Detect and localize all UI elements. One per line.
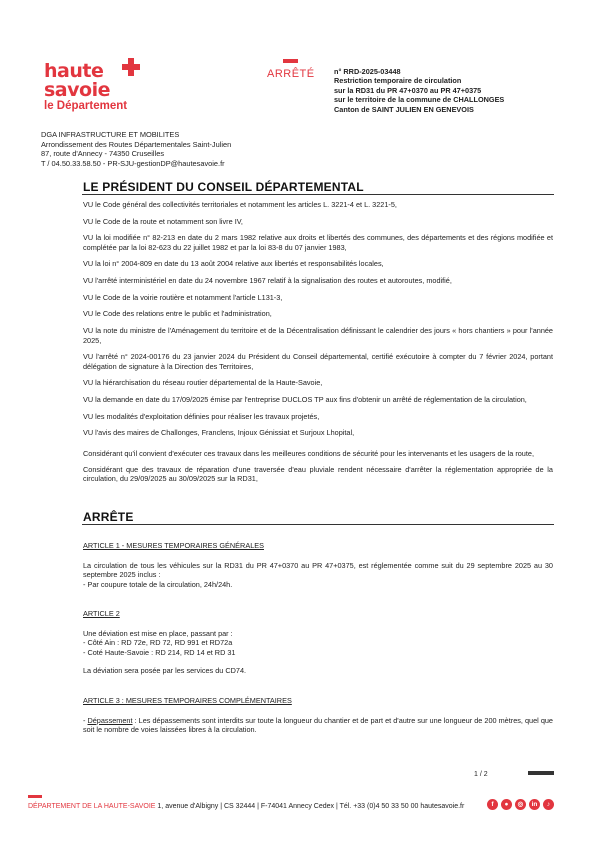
doc-type-label: ARRÊTÉ xyxy=(267,68,315,80)
article-1-item: - Par coupure totale de la circulation, 24h/24h. xyxy=(83,580,233,590)
haute-savoie-logo xyxy=(44,62,154,126)
vu-item: VU la loi modifiée n° 82-213 en date du 2 mars 1982 relative aux droits et libertés des communes, des départements et des régions modifiée et complétée par la loi 82-623 du 22 juillet 1982 et par la loi 83-8 du 07 janvier 1983, xyxy=(83,233,553,252)
address-line: Arrondissement des Routes Départementales Saint-Julien xyxy=(41,139,232,149)
logo-word-haute: haute xyxy=(44,60,104,82)
sender-address xyxy=(41,130,301,168)
president-heading: LE PRÉSIDENT DU CONSEIL DÉPARTEMENTAL xyxy=(83,180,364,194)
reference-line: Canton de SAINT JULIEN EN GENEVOIS xyxy=(334,104,474,114)
twitter-icon[interactable]: ● xyxy=(501,799,512,810)
facebook-icon[interactable]: f xyxy=(487,799,498,810)
article-3-term: Dépassement xyxy=(87,715,133,725)
vu-item: VU le Code général des collectivités territoriales et notamment les articles L. 3221-4 et L. 3221-5, xyxy=(83,200,397,209)
address-line: T / 04.50.33.58.50 - PR-SJU-gestionDP@hautesavoie.fr xyxy=(41,158,225,168)
article-3-body: : Les dépassements sont interdits sur toute la longueur du chantier et de part et d'autre sur une longueur de 200 mètres, quel que soit le nombre de voies laissées libres à la circulation. xyxy=(83,715,553,735)
page-indicator-bar xyxy=(528,771,554,775)
linkedin-icon[interactable]: in xyxy=(529,799,540,810)
vu-item: VU l'avis des maires de Challonges, Franclens, Injoux Génissiat et Surjoux Lhopital, xyxy=(83,428,355,438)
reference-line: sur le territoire de la commune de CHALLONGES xyxy=(334,95,505,105)
considerant-item: Considérant que des travaux de réparation d'une traversée d'eau pluviale rendent nécessaire d'arrêter la réglementation appropriée de la circulation, du 29/09/2025 au 30/09/2025 sur la RD31, xyxy=(83,464,553,484)
vu-item: VU la demande en date du 17/09/2025 émise par l'entreprise DUCLOS TP aux fins d'obtenir un arrêté de réglementation de la circulation, xyxy=(83,395,527,405)
vu-item: VU l'arrêté interministériel en date du 24 novembre 1967 relatif à la signalisation des routes et autoroutes, modifié, xyxy=(83,276,452,286)
logo-word-departement: le Département xyxy=(44,100,128,112)
article-2-item: - Côté Ain : RD 72e, RD 72, RD 991 et RD72a xyxy=(83,638,233,648)
arrete-heading: ARRÊTE xyxy=(83,510,134,524)
article-3-prefix: - xyxy=(83,715,88,725)
article-2-item: - Coté Haute-Savoie : RD 214, RD 14 et RD 31 xyxy=(83,648,236,658)
arrete-accent-bar xyxy=(283,59,298,63)
footer-address: 1, avenue d'Albigny | CS 32444 | F-74041 Annecy Cedex | Tél. +33 (0)4 50 33 50 00 hautesavoie.fr xyxy=(155,803,465,810)
logo-word-savoie: savoie xyxy=(44,79,110,101)
article-1-title: ARTICLE 1 - MESURES TEMPORAIRES GÉNÉRALES xyxy=(83,541,264,550)
article-2-intro: Une déviation est mise en place, passant par : xyxy=(83,628,233,638)
address-line: 87, route d'Annecy - 74350 Cruseilles xyxy=(41,149,165,159)
article-2-title: ARTICLE 2 xyxy=(83,609,120,618)
article-3-title: ARTICLE 3 : MESURES TEMPORAIRES COMPLÉMENTAIRES xyxy=(83,696,292,705)
heading-divider xyxy=(82,524,554,525)
article-1-text: La circulation de tous les véhicules sur la RD31 du PR 47+0370 au PR 47+0375, est réglementée comme suit du 29 septembre 2025 au 30 septembre 2025 inclus : xyxy=(83,560,553,580)
instagram-icon[interactable]: ◎ xyxy=(515,799,526,810)
article-1 xyxy=(83,541,553,590)
vu-item: VU l'arrêté n° 2024-00176 du 23 janvier 2024 du Président du Conseil départemental, certifié exécutoire à compter du 7 février 2024, portant délégation de signature à la Direction des Territoires, xyxy=(83,352,553,371)
vu-item: VU le Code des relations entre le public et l'administration, xyxy=(83,309,272,319)
article-3-text xyxy=(83,716,553,735)
footer-accent-bar xyxy=(28,795,42,798)
footer-dept: DÉPARTEMENT DE LA HAUTE-SAVOIE xyxy=(28,803,156,810)
heading-divider xyxy=(82,194,554,195)
reference-number: n° RRD-2025-03448 xyxy=(334,67,401,76)
reference-line: sur la RD31 du PR 47+0370 au PR 47+0375 xyxy=(334,85,482,95)
considerant-item: Considérant qu'il convient d'exécuter ces travaux dans les meilleures conditions de sécurité pour les intervenants et les usagers de la route, xyxy=(83,449,534,458)
tiktok-icon[interactable]: ♪ xyxy=(543,799,554,810)
address-line: DGA INFRASTRUCTURE ET MOBILITES xyxy=(41,130,180,139)
vu-item: VU le Code de la voirie routière et notamment l'article L131-3, xyxy=(83,292,283,302)
vu-item: VU la loi n° 2004-809 en date du 13 août 2004 relative aux libertés et responsabilités locales, xyxy=(83,259,384,269)
arrete-reference xyxy=(334,67,574,114)
vu-item: VU la note du ministre de l'Aménagement du territoire et de la Décentralisation définissant le calendrier des jours « hors chantiers » pour l'année 2025, xyxy=(83,325,553,345)
page-number: 1 / 2 xyxy=(474,771,488,778)
article-3 xyxy=(83,696,553,735)
footer xyxy=(28,803,464,810)
considerants xyxy=(83,449,553,490)
article-2-note: La déviation sera posée par les services du CD74. xyxy=(83,665,247,675)
vu-item: VU le Code de la route et notamment son livre IV, xyxy=(83,216,243,226)
vu-item: VU la hiérarchisation du réseau routier départemental de la Haute-Savoie, xyxy=(83,378,323,388)
savoie-cross-icon xyxy=(122,58,140,76)
article-2 xyxy=(83,609,553,676)
vu-list xyxy=(83,200,553,445)
vu-item: VU les modalités d'exploitation définies pour réaliser les travaux projetés, xyxy=(83,411,320,421)
reference-line: Restriction temporaire de circulation xyxy=(334,76,462,86)
